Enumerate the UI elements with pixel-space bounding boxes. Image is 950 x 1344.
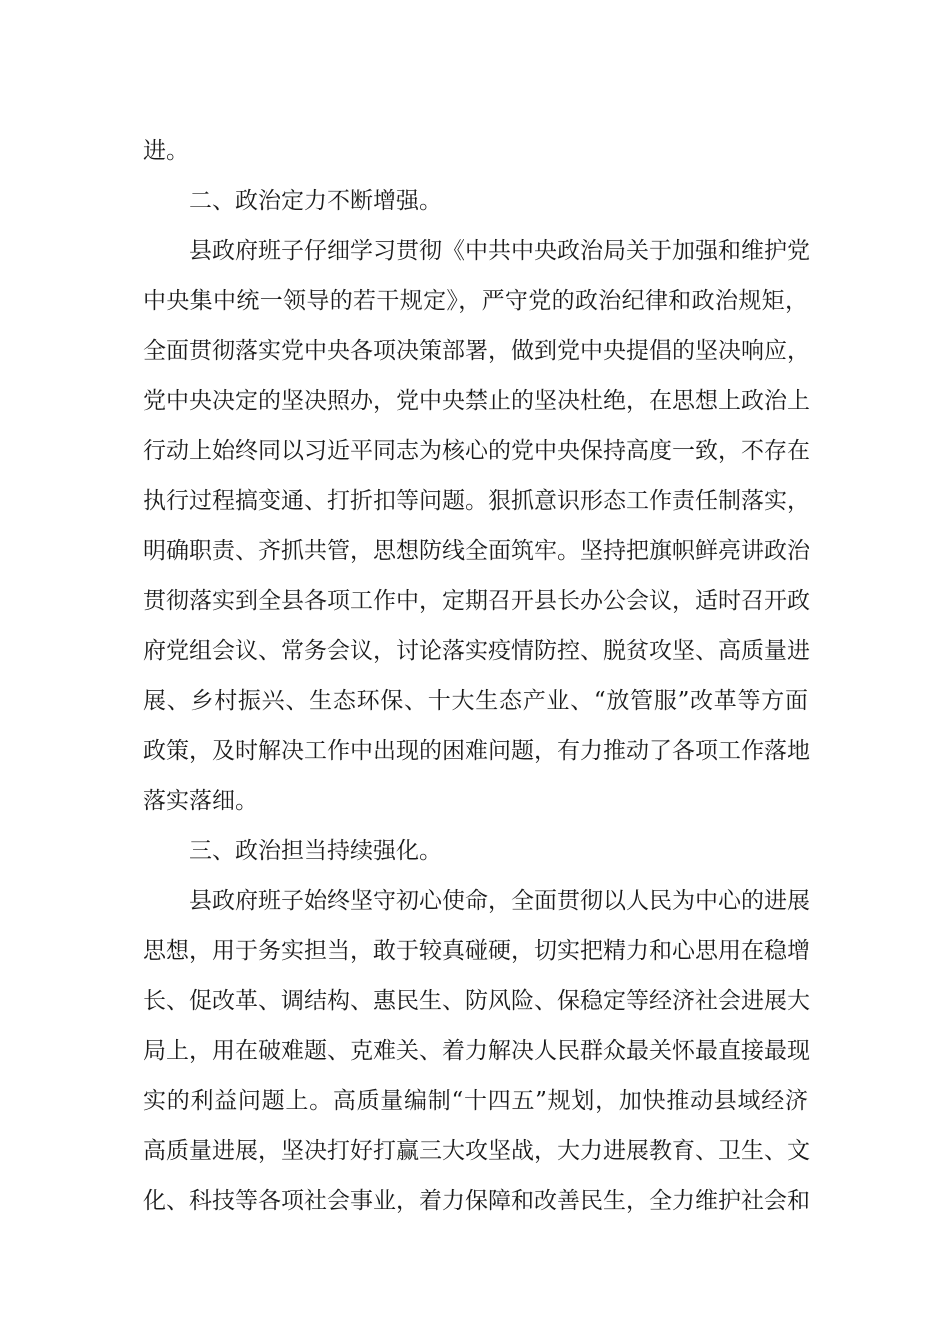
paragraph-end-line: 落实落细。 bbox=[143, 788, 258, 814]
paragraph-line: 长、促改革、调结构、惠民生、防风险、保稳定等经济社会进展大 bbox=[143, 988, 810, 1014]
document-body bbox=[143, 126, 808, 1226]
paragraph-line: 贯彻落实到全县各项工作中，定期召开县长办公会议，适时召开政 bbox=[143, 588, 810, 614]
paragraph-end-line: 进。 bbox=[143, 138, 189, 164]
paragraph-line: 县政府班子仔细学习贯彻《中共中央政治局关于加强和维护党 bbox=[189, 238, 810, 264]
paragraph-line: 化、科技等各项社会事业，着力保障和改善民生，全力维护社会和 bbox=[143, 1188, 810, 1214]
paragraph-line: 县政府班子始终坚守初心使命，全面贯彻以人民为中心的进展 bbox=[189, 888, 810, 914]
paragraph-line: 行动上始终同以习近平同志为核心的党中央保持高度一致，不存在 bbox=[143, 438, 810, 464]
paragraph-line: 中央集中统一领导的若干规定》，严守党的政治纪律和政治规矩， bbox=[143, 288, 808, 314]
section-heading-3: 三、政治担当持续强化。 bbox=[189, 838, 442, 864]
paragraph-line: 府党组会议、常务会议，讨论落实疫情防控、脱贫攻坚、高质量进 bbox=[143, 638, 810, 664]
paragraph-line: 党中央决定的坚决照办，党中央禁止的坚决杜绝，在思想上政治上 bbox=[143, 388, 810, 414]
paragraph-line: 政策，及时解决工作中出现的困难问题，有力推动了各项工作落地 bbox=[143, 738, 810, 764]
paragraph-line: 实的利益问题上。高质量编制“十四五”规划，加快推动县域经济 bbox=[143, 1088, 808, 1114]
section-heading-2: 二、政治定力不断增强。 bbox=[189, 188, 442, 214]
paragraph-line: 局上，用在破难题、克难关、着力解决人民群众最关怀最直接最现 bbox=[143, 1038, 810, 1064]
paragraph-line: 思想，用于务实担当，敢于较真碰硬，切实把精力和心思用在稳增 bbox=[143, 938, 810, 964]
paragraph-line: 全面贯彻落实党中央各项决策部署，做到党中央提倡的坚决响应， bbox=[143, 338, 810, 364]
paragraph-line: 执行过程搞变通、打折扣等问题。狠抓意识形态工作责任制落实， bbox=[143, 488, 810, 514]
paragraph-line: 展、乡村振兴、生态环保、十大生态产业、“放管服”改革等方面 bbox=[143, 688, 808, 714]
paragraph-line: 高质量进展，坚决打好打赢三大攻坚战，大力进展教育、卫生、文 bbox=[143, 1138, 810, 1164]
paragraph-line: 明确职责、齐抓共管，思想防线全面筑牢。坚持把旗帜鲜亮讲政治 bbox=[143, 538, 810, 564]
